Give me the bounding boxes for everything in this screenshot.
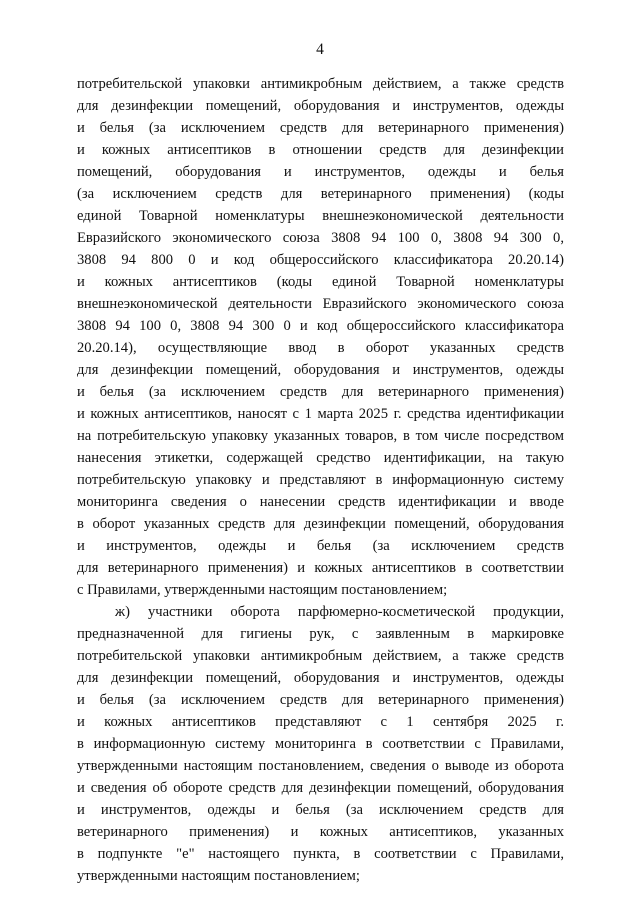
text-line: внешнеэкономической деятельности Евразийского экономического союза bbox=[77, 296, 564, 312]
text-line: с Правилами, утвержденными настоящим постановлением; bbox=[77, 582, 448, 598]
paragraph-item-zh bbox=[77, 601, 564, 887]
paragraph-continuation bbox=[77, 73, 564, 601]
text-line: мониторинга сведения о нанесении средств идентификации и вводе bbox=[77, 494, 564, 510]
text-line: ж) участники оборота парфюмерно-косметической продукции, bbox=[115, 604, 564, 620]
text-line: утвержденными настоящим постановлением, сведения о выводе из оборота bbox=[77, 758, 564, 774]
text-line: для дезинфекции помещений, оборудования и инструментов, одежды bbox=[77, 98, 564, 114]
text-line: и инструментов, одежды и белья (за исключением средств для bbox=[77, 802, 564, 818]
text-line: и кожных антисептиков (коды единой Товарной номенклатуры bbox=[77, 274, 564, 290]
text-line: для дезинфекции помещений, оборудования и инструментов, одежды bbox=[77, 670, 564, 686]
text-line: и белья (за исключением средств для ветеринарного применения) bbox=[77, 692, 564, 708]
text-line: на потребительскую упаковку указанных товаров, в том числе посредством bbox=[77, 428, 564, 444]
text-line: в оборот указанных средств для дезинфекции помещений, оборудования bbox=[77, 516, 564, 532]
text-line: и сведения об обороте средств для дезинфекции помещений, оборудования bbox=[77, 780, 564, 796]
text-line: единой Товарной номенклатуры внешнеэкономической деятельности bbox=[77, 208, 564, 224]
text-line: 3808 94 800 0 и код общероссийского классификатора 20.20.14) bbox=[77, 252, 564, 268]
text-line: утвержденными настоящим постановлением; bbox=[77, 868, 360, 884]
text-line: для ветеринарного применения) и кожных антисептиков в соответствии bbox=[77, 560, 564, 576]
text-line: в подпункте "е" настоящего пункта, в соответствии с Правилами, bbox=[77, 846, 564, 862]
text-line: предназначенной для гигиены рук, с заявленным в маркировке bbox=[77, 626, 564, 642]
text-line: и белья (за исключением средств для ветеринарного применения) bbox=[77, 384, 564, 400]
text-line: потребительской упаковки антимикробным действием, а также средств bbox=[77, 76, 564, 92]
text-line: в информационную систему мониторинга в соответствии с Правилами, bbox=[77, 736, 564, 752]
text-line: потребительскую упаковку и представляют в информационную систему bbox=[77, 472, 564, 488]
text-line: и белья (за исключением средств для ветеринарного применения) bbox=[77, 120, 564, 136]
text-line: и кожных антисептиков, наносят с 1 марта 2025 г. средства идентификации bbox=[77, 406, 564, 422]
text-line: 20.20.14), осуществляющие ввод в оборот указанных средств bbox=[77, 340, 564, 356]
text-line: и инструментов, одежды и белья (за исключением средств bbox=[77, 538, 564, 554]
text-line: для дезинфекции помещений, оборудования и инструментов, одежды bbox=[77, 362, 564, 378]
text-line: нанесения этикетки, содержащей средство идентификации, на такую bbox=[77, 450, 564, 466]
text-line: и кожных антисептиков представляют с 1 сентября 2025 г. bbox=[77, 714, 564, 730]
text-line: (за исключением средств для ветеринарного применения) (коды bbox=[77, 186, 564, 202]
document-body bbox=[77, 73, 564, 887]
text-line: ветеринарного применения) и кожных антисептиков, указанных bbox=[77, 824, 564, 840]
page-number: 4 bbox=[316, 41, 324, 58]
text-line: Евразийского экономического союза 3808 94 100 0, 3808 94 300 0, bbox=[77, 230, 564, 246]
text-line: 3808 94 100 0, 3808 94 300 0 и код общероссийского классификатора bbox=[77, 318, 564, 334]
text-line: помещений, оборудования и инструментов, одежды и белья bbox=[77, 164, 564, 180]
text-line: потребительской упаковки антимикробным действием, а также средств bbox=[77, 648, 564, 664]
text-line: и кожных антисептиков в отношении средств для дезинфекции bbox=[77, 142, 564, 158]
